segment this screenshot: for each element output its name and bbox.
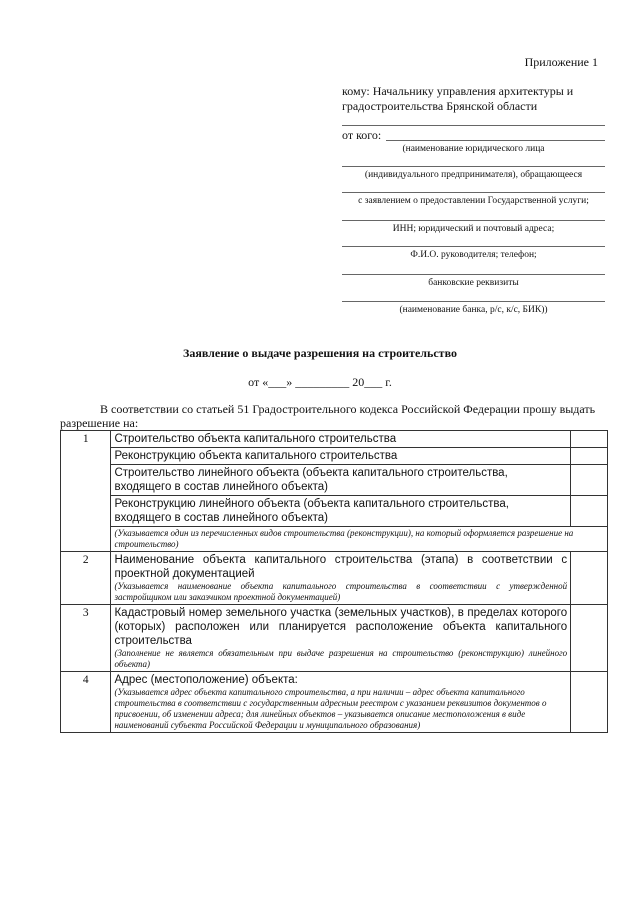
- row-number: 4: [61, 672, 111, 733]
- option-linear-construction: Строительство линейного объекта (объекта капитального строительства, входящего в состав линейного объекта): [111, 465, 571, 496]
- checkbox-linear-construction[interactable]: [571, 465, 608, 496]
- address-value[interactable]: [571, 672, 608, 733]
- table-row: [61, 448, 608, 465]
- table-row: [61, 527, 608, 552]
- cadastral-value[interactable]: [571, 605, 608, 672]
- option-capital-reconstruction: Реконструкцию объекта капитального строительства: [111, 448, 571, 465]
- table-row: [61, 605, 608, 672]
- caption-org-name: (наименование юридического лица: [402, 144, 545, 154]
- cadastral-label-cell: [111, 605, 571, 672]
- table-row: [61, 431, 608, 448]
- appendix-label: Приложение 1: [524, 55, 598, 69]
- field-line[interactable]: [342, 301, 605, 302]
- row1-hint: (Указывается один из перечисленных видов строительства (реконструкции), на который оформляется разрешение на строительство): [114, 528, 574, 549]
- object-name-label-cell: [111, 552, 571, 605]
- object-name-label: Наименование объекта капитального строительства (этапа) в соответствии с проектной документацией: [114, 554, 568, 580]
- addressee: кому: Начальнику управления архитектуры и градостроительства Брянской области: [342, 84, 574, 113]
- option-capital-construction: Строительство объекта капитального строительства: [111, 431, 571, 448]
- object-name-value[interactable]: [571, 552, 608, 605]
- caption-bank: банковские реквизиты: [428, 278, 519, 288]
- field-line[interactable]: [342, 220, 605, 221]
- cadastral-label: Кадастровый номер земельного участка (земельных участков), в пределах которого (которых) расположен или планируется расположение объекта капитального строительства: [114, 607, 568, 647]
- table-row: [61, 672, 608, 733]
- row-number: 3: [61, 605, 111, 672]
- row1-hint-cell: [111, 527, 608, 552]
- document-title: Заявление о выдаче разрешения на строительство: [183, 346, 457, 360]
- application-table: [60, 430, 608, 733]
- field-line[interactable]: [342, 274, 605, 275]
- address-hint: (Указывается адрес объекта капитального строительства, а при наличии – адрес объекта капитального строительства в соответствии с государственным адресным реестром с указанием реквизитов документов о присвоении, об изменении адреса; для линейных объектов – указывается описание местоположения в виде наименований субъекта Российской Федерации и муниципального образования): [114, 687, 547, 730]
- table-row: [61, 496, 608, 527]
- field-line[interactable]: [342, 192, 605, 193]
- table-row: [61, 552, 608, 605]
- checkbox-linear-reconstruction[interactable]: [571, 496, 608, 527]
- checkbox-capital-reconstruction[interactable]: [571, 448, 608, 465]
- caption-entrepreneur: (индивидуального предпринимателя), обращающееся: [364, 170, 583, 180]
- field-line[interactable]: [342, 166, 605, 167]
- object-name-hint: (Указывается наименование объекта капитального строительства в соответствии с утвержденной застройщиком или заказчиком проектной документацией): [114, 581, 568, 602]
- row-number: 2: [61, 552, 111, 605]
- from-label: от кого:: [342, 128, 382, 142]
- date-line[interactable]: от «___» _________ 20___ г.: [248, 375, 392, 389]
- field-line[interactable]: [342, 125, 605, 126]
- caption-bank-details: (наименование банка, р/с, к/с, БИК)): [399, 305, 548, 315]
- caption-application: с заявлением о предоставлении Государственной услуги;: [358, 196, 589, 206]
- intro-paragraph: [60, 402, 600, 430]
- field-line[interactable]: [342, 246, 605, 247]
- intro-text: В соответствии со статьей 51 Градостроительного кодекса Российской Федерации прошу выдать разрешение на:: [60, 402, 596, 430]
- from-input-line[interactable]: [386, 140, 605, 141]
- table-row: [61, 465, 608, 496]
- cadastral-hint: (Заполнение не является обязательным при выдаче разрешения на строительство (реконструкцию) линейного объекта): [114, 648, 568, 669]
- caption-inn: ИНН; юридический и почтовый адреса;: [392, 224, 555, 234]
- address-label: Адрес (местоположение) объекта:: [114, 674, 298, 686]
- row-number: 1: [61, 431, 111, 552]
- option-linear-reconstruction: Реконструкцию линейного объекта (объекта капитального строительства, входящего в состав линейного объекта): [111, 496, 571, 527]
- address-label-cell: [111, 672, 571, 733]
- checkbox-capital-construction[interactable]: [571, 431, 608, 448]
- caption-director: Ф.И.О. руководителя; телефон;: [410, 250, 537, 260]
